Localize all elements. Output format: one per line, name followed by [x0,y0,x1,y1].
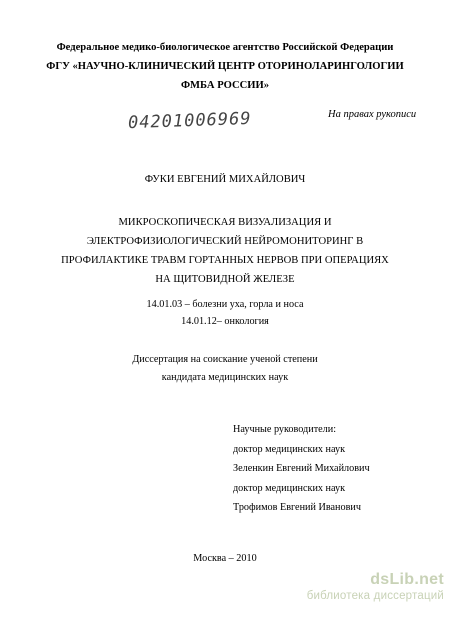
supervisor-1-name: Зеленкин Евгений Михайлович [233,463,370,474]
supervisors-heading: Научные руководители: [233,424,337,435]
degree-line-1: Диссертация на соискание ученой степени [132,354,318,365]
watermark-logo: dsLib.net [370,571,444,588]
organization-center: ФГУ «НАУЧНО-КЛИНИЧЕСКИЙ ЦЕНТР ОТОРИНОЛАРИНГОЛОГИИ [46,61,404,72]
supervisors-block [233,420,370,518]
specialty-codes [0,296,450,330]
specialty-ent: 14.01.03 – болезни уха, горла и носа [146,299,304,310]
dissertation-title [0,213,450,289]
title-line-3: ПРОФИЛАКТИКЕ ТРАВМ ГОРТАННЫХ НЕРВОВ ПРИ ОПЕРАЦИЯХ [61,255,389,266]
title-line-2: ЭЛЕКТРОФИЗИОЛОГИЧЕСКИЙ НЕЙРОМОНИТОРИНГ В [86,236,364,247]
title-line-1: МИКРОСКОПИЧЕСКАЯ ВИЗУАЛИЗАЦИЯ И [118,217,332,228]
organization-agency: Федеральное медико-биологическое агентство Российской Федерации [56,42,394,53]
specialty-oncology: 14.01.12– онкология [181,316,269,327]
title-line-4: НА ЩИТОВИДНОЙ ЖЕЛЕЗЕ [155,274,295,285]
manuscript-rights-note: На правах рукописи [328,109,417,120]
watermark-subtitle: библиотека диссертаций [306,590,444,602]
degree-line-2: кандидата медицинских наук [161,372,289,383]
supervisor-1-degree: доктор медицинских наук [233,443,346,455]
watermark [307,571,444,602]
handwritten-registration-number: 04201006969 [127,108,252,134]
degree-statement [0,351,450,387]
supervisor-2-name: Трофимов Евгений Иванович [233,502,361,513]
author-name: ФУКИ ЕВГЕНИЙ МИХАЙЛОВИЧ [144,174,306,185]
organization-header [0,38,450,95]
organization-fmba: ФМБА РОССИИ» [180,80,270,91]
city-year: Москва – 2010 [193,553,257,564]
supervisor-2-degree: доктор медицинских наук [233,482,346,494]
